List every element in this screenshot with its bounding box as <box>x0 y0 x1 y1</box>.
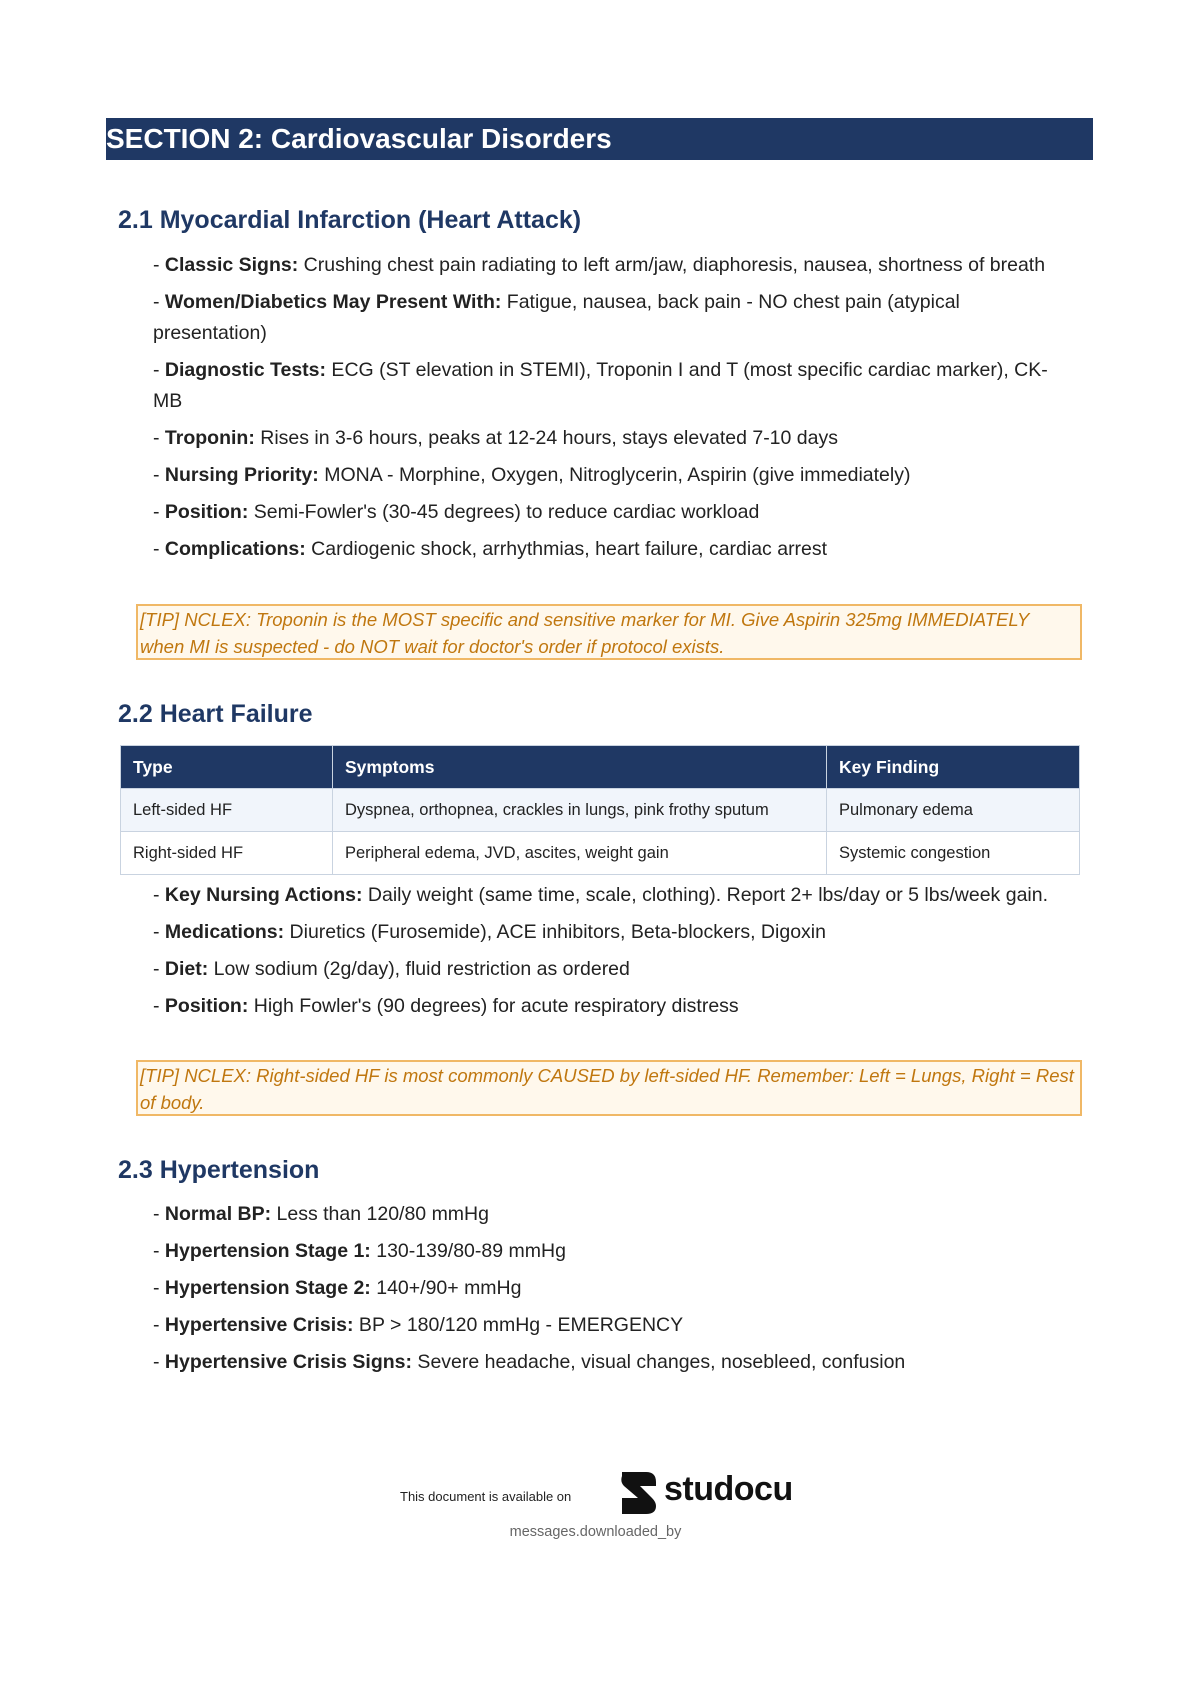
section-title: SECTION 2: Cardiovascular Disorders <box>106 118 1093 160</box>
mi-bullet-list <box>153 250 1073 571</box>
mi-bullet: - Troponin: Rises in 3-6 hours, peaks at 12-24 hours, stays elevated 7-10 days <box>153 427 838 449</box>
table-header-cell: Key Finding <box>827 746 1080 789</box>
mi-bullet: - Diagnostic Tests: ECG (ST elevation in STEMI), Troponin I and T (most specific cardiac marker), CK-MB <box>153 359 1048 412</box>
table-cell: Dyspnea, orthopnea, crackles in lungs, pink frothy sputum <box>333 789 827 832</box>
htn-bullet-list <box>153 1199 1073 1384</box>
mi-bullet: - Classic Signs: Crushing chest pain radiating to left arm/jaw, diaphoresis, nausea, shortness of breath <box>153 254 1046 276</box>
table-header-row <box>121 746 1080 789</box>
mi-tip-box: [TIP] NCLEX: Troponin is the MOST specific and sensitive marker for MI. Give Aspirin 325mg IMMEDIATELY when MI is suspected - do NOT wait for doctor's order if protocol exists. <box>136 604 1082 660</box>
downloaded-by-text: messages.downloaded_by <box>509 1524 682 1540</box>
availability-text: This document is available on <box>400 1489 572 1504</box>
table-row <box>121 789 1080 832</box>
mi-bullet: - Nursing Priority: MONA - Morphine, Oxygen, Nitroglycerin, Aspirin (give immediately) <box>153 464 911 486</box>
mi-bullet: - Complications: Cardiogenic shock, arrhythmias, heart failure, cardiac arrest <box>153 538 828 560</box>
table-cell: Systemic congestion <box>827 832 1080 875</box>
htn-heading: 2.3 Hypertension <box>118 1156 320 1184</box>
htn-bullet: - Hypertensive Crisis: BP > 180/120 mmHg - EMERGENCY <box>153 1314 684 1336</box>
hf-bullet: - Diet: Low sodium (2g/day), fluid restriction as ordered <box>153 958 630 980</box>
table-cell: Pulmonary edema <box>827 789 1080 832</box>
hf-table <box>120 745 1080 875</box>
table-header-cell: Symptoms <box>333 746 827 789</box>
table-cell: Left-sided HF <box>121 789 333 832</box>
table-header-cell: Type <box>121 746 333 789</box>
table-row <box>121 832 1080 875</box>
htn-bullet: - Hypertension Stage 1: 130-139/80-89 mmHg <box>153 1240 566 1262</box>
studocu-logo-icon <box>616 1468 660 1516</box>
table-cell: Peripheral edema, JVD, ascites, weight gain <box>333 832 827 875</box>
htn-bullet: - Hypertension Stage 2: 140+/90+ mmHg <box>153 1277 522 1299</box>
mi-heading: 2.1 Myocardial Infarction (Heart Attack) <box>118 206 582 234</box>
hf-bullet-list <box>153 880 1073 1028</box>
hf-bullet: - Medications: Diuretics (Furosemide), ACE inhibitors, Beta-blockers, Digoxin <box>153 921 826 943</box>
mi-bullet: - Women/Diabetics May Present With: Fatigue, nausea, back pain - NO chest pain (atypical presentation) <box>153 291 960 344</box>
mi-bullet: - Position: Semi-Fowler's (30-45 degrees) to reduce cardiac workload <box>153 501 760 523</box>
studocu-brand[interactable]: studocu <box>664 1470 793 1508</box>
hf-tip-box: [TIP] NCLEX: Right-sided HF is most commonly CAUSED by left-sided HF. Remember: Left = Lungs, Right = Rest of body. <box>136 1060 1082 1116</box>
hf-bullet: - Position: High Fowler's (90 degrees) for acute respiratory distress <box>153 995 739 1017</box>
table-cell: Right-sided HF <box>121 832 333 875</box>
htn-bullet: - Normal BP: Less than 120/80 mmHg <box>153 1203 489 1225</box>
hf-heading: 2.2 Heart Failure <box>118 700 313 728</box>
hf-bullet: - Key Nursing Actions: Daily weight (same time, scale, clothing). Report 2+ lbs/day or 5 lbs/week gain. <box>153 884 1049 906</box>
htn-bullet: - Hypertensive Crisis Signs: Severe headache, visual changes, nosebleed, confusion <box>153 1351 906 1373</box>
